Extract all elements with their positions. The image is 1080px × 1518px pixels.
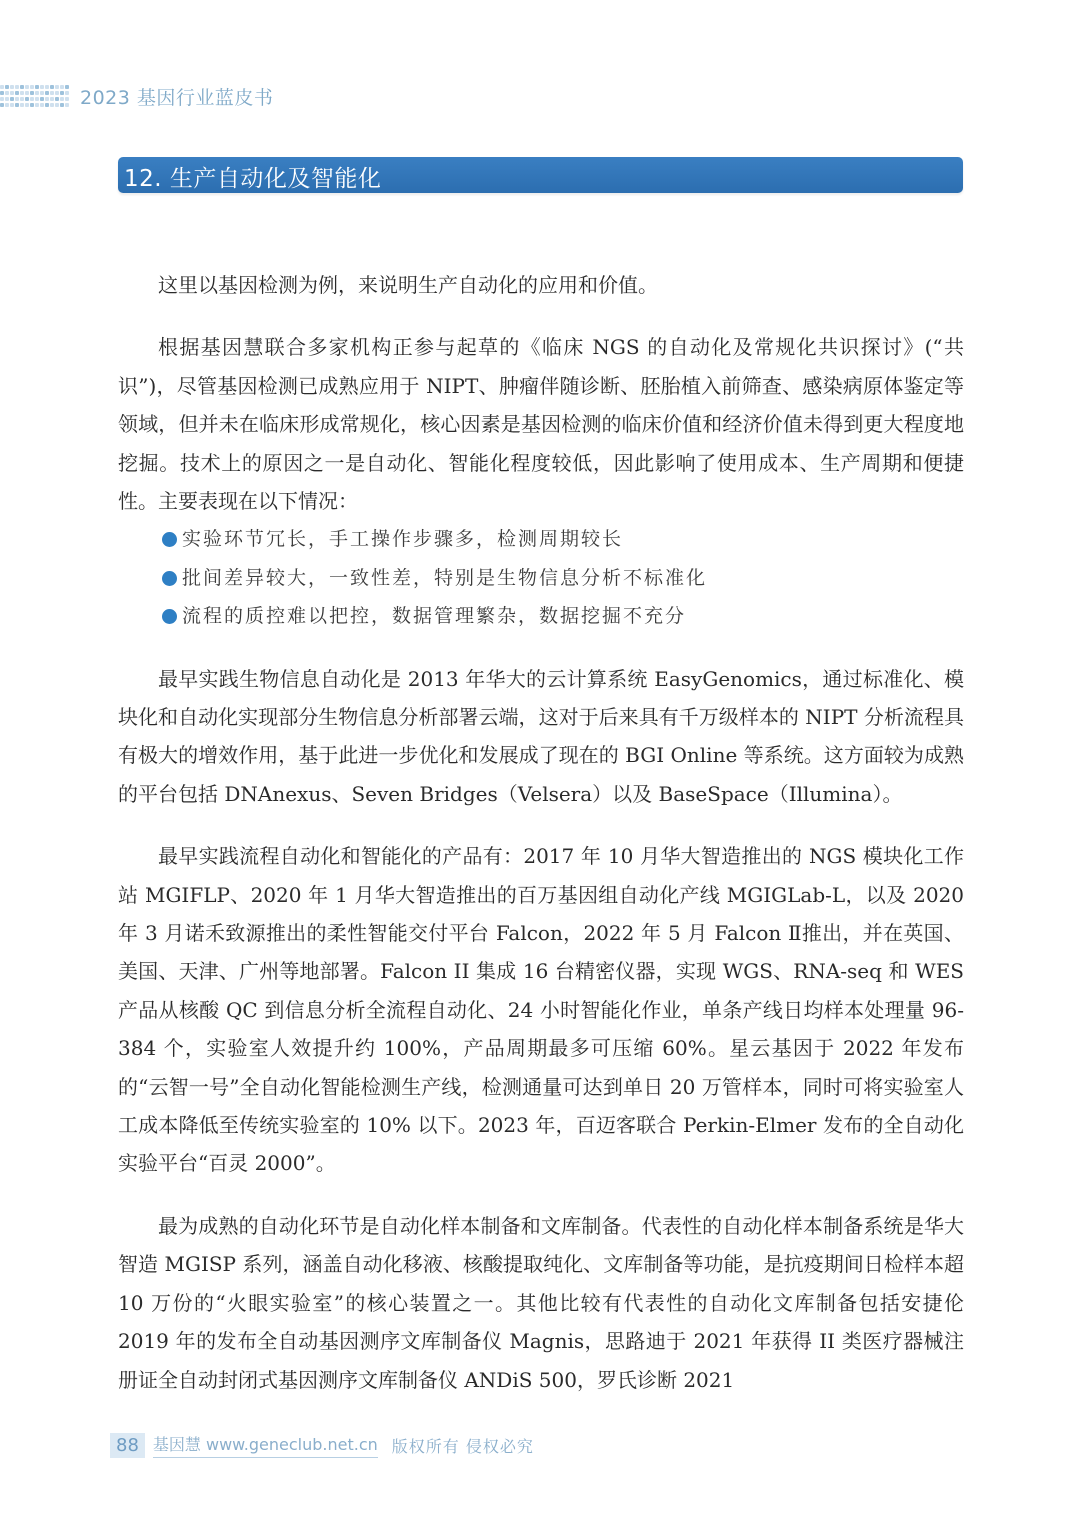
footer-rights: 版权所有 侵权必究 bbox=[391, 1436, 534, 1456]
bullet-dot-icon bbox=[162, 571, 177, 586]
section-title: 12. 生产自动化及智能化 bbox=[124, 166, 382, 192]
list-item-text: 实验环节冗长，手工操作步骤多，检测周期较长 bbox=[182, 528, 624, 551]
section-heading-bar bbox=[118, 157, 963, 193]
paragraph-sample-prep: 最为成熟的自动化环节是自动化样本制备和文库制备。代表性的自动化样本制备系统是华大智造 MGISP 系列，涵盖自动化移液、核酸提取纯化、文库制备等功能，是抗疫期间日检样本超 10 万份的“火眼实验室”的核心装置之一。其他比较有代表性的自动化文库制备包括安捷伦 2019 年的发布全自动基因测序文库制备仪 Magnis，思路迪于 2021 年获得 II 类医疗器械注册证全自动封闭式基因测序文库制备仪 ANDiS 500，罗氏诊断 2021 bbox=[118, 1213, 964, 1392]
list-item bbox=[118, 520, 964, 558]
header-title: 2023 基因行业蓝皮书 bbox=[80, 86, 274, 109]
header-pixel-pattern-icon bbox=[0, 85, 70, 107]
running-header bbox=[0, 80, 600, 112]
body-content bbox=[118, 266, 964, 1399]
bullet-dot-icon bbox=[162, 609, 177, 624]
page-number: 88 bbox=[110, 1433, 145, 1458]
paragraph-bioinfo-automation: 最早实践生物信息自动化是 2013 年华大的云计算系统 EasyGenomics，通过标准化、模块化和自动化实现部分生物信息分析部署云端，这对于后来具有千万级样本的 NIPT 分析流程具有极大的增效作用，基于此进一步优化和发展成了现在的 BGI Online 等系统。这方面较为成熟的平台包括 DNAnexus、Seven Bridges（Velsera）以及 BaseSpace（Illumina）。 bbox=[118, 666, 964, 806]
list-item bbox=[118, 559, 964, 597]
paragraph-consensus: 根据基因慧联合多家机构正参与起草的《临床 NGS 的自动化及常规化共识探讨》(“共识”)，尽管基因检测已成熟应用于 NIPT、肿瘤伴随诊断、胚胎植入前筛查、感染病原体鉴定等领域，但并未在临床形成常规化，核心因素是基因检测的临床价值和经济价值未得到更大程度地挖掘。技术上的原因之一是自动化、智能化程度较低，因此影响了使用成本、生产周期和便捷性。主要表现在以下情况： bbox=[118, 335, 964, 514]
issue-list bbox=[118, 520, 964, 635]
footer-brand-link: 基因慧 www.geneclub.net.cn bbox=[153, 1432, 378, 1458]
paragraph-process-automation: 最早实践流程自动化和智能化的产品有：2017 年 10 月华大智造推出的 NGS 模块化工作站 MGIFLP、2020 年 1 月华大智造推出的百万基因组自动化产线 MGIGLab-L，以及 2020 年 3 月诺禾致源推出的柔性智能交付平台 Falcon，2022 年 5 月 Falcon Ⅱ推出，并在英国、美国、天津、广州等地部署。Falcon II 集成 16 台精密仪器，实现 WGS、RNA-seq 和 WES 产品从核酸 QC 到信息分析全流程自动化、24 小时智能化作业，单条产线日均样本处理量 96-384 个，实验室人效提升约 100%，产品周期最多可压缩 60%。星云基因于 2022 年发布的“云智一号”全自动化智能检测生产线，检测通量可达到单日 20 万管样本，同时可将实验室人工成本降低至传统实验室的 10% 以下。2023 年，百迈客联合 Perkin-Elmer 发布的全自动化实验平台“百灵 2000”。 bbox=[118, 844, 964, 1176]
list-item-text: 批间差异较大，一致性差，特别是生物信息分析不标准化 bbox=[182, 566, 708, 589]
paragraph-intro: 这里以基因检测为例，来说明生产自动化的应用和价值。 bbox=[158, 273, 658, 297]
list-item-text: 流程的质控难以把控，数据管理繁杂，数据挖掘不充分 bbox=[182, 605, 687, 628]
bullet-dot-icon bbox=[162, 532, 177, 547]
page-footer bbox=[110, 1430, 534, 1460]
list-item bbox=[118, 597, 964, 635]
